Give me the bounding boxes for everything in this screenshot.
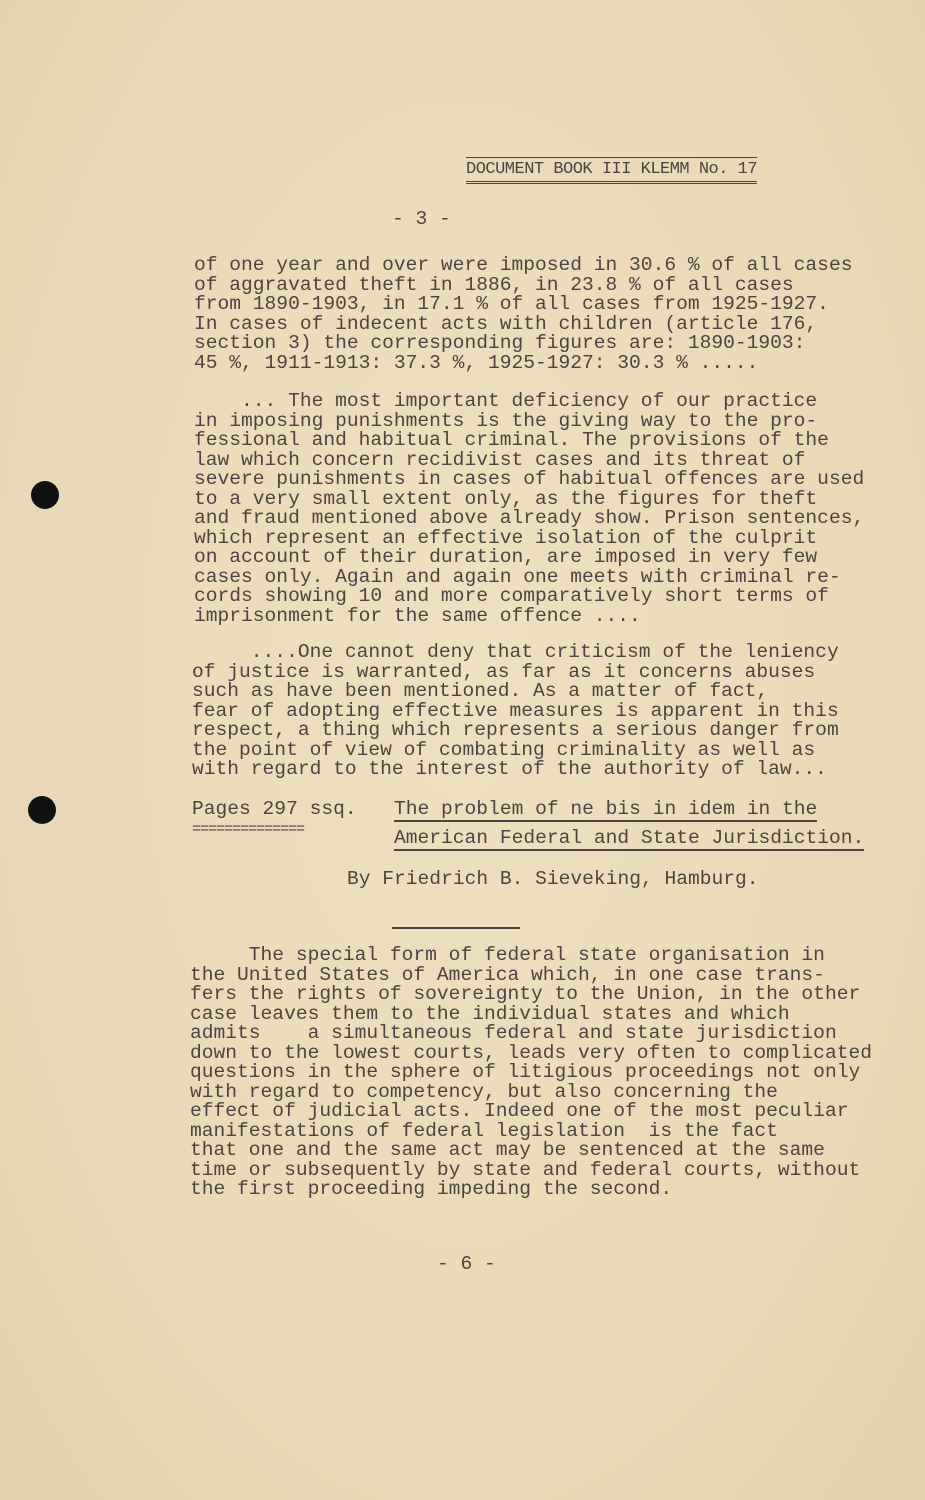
text-line: in imposing punishments is the giving way to the pro- [194,409,818,432]
text-line: such as have been mentioned. As a matter of fact, [192,680,769,702]
text-line: with regard to the interest of the authority of law... [192,758,827,780]
paragraph-4 [190,946,872,1200]
text-line: section 3) the corresponding figures are: 1890-1903: [194,332,806,354]
article-title-line-1: The problem of ne bis in idem in the [394,798,818,820]
page-number-top: - 3 - [392,208,451,230]
source-pages: Pages 297 ssq. [192,798,357,820]
text-line: questions in the sphere of litigious proceedings not only [190,1061,861,1083]
text-line: 45 %, 1911-1913: 37.3 %, 1925-1927: 30.3 % ..... [194,351,759,374]
paragraph-2 [194,392,864,626]
text-line: from 1890-1903, in 17.1 % of all cases from 1925-1927. [194,293,829,315]
text-line: time or subsequently by state and federal courts, without [190,1158,861,1181]
divider-rule [392,927,520,929]
text-line: manifestations of federal legislation is the fact [190,1119,778,1142]
text-line: down to the lowest courts, leads very often to complicated [190,1041,872,1064]
text-line: cases only. Again and again one meets with criminal re- [194,565,841,588]
text-line: the first proceeding impeding the second. [190,1178,673,1200]
text-line: which represent an effective isolation of the culprit [194,526,818,549]
text-line: imprisonment for the same offence .... [194,604,641,627]
punch-hole [31,481,59,509]
page-number-bottom: - 6 - [437,1253,496,1275]
text-line: that one and the same act may be sentenced at the same [190,1139,825,1161]
text-line: cords showing 10 and more comparatively short terms of [194,585,829,607]
text-line: In cases of indecent acts with children (article 176, [194,312,818,335]
text-line: of one year and over were imposed in 30.6 % of all cases [194,254,853,276]
text-line: on account of their duration, are imposed in very few [194,546,818,568]
text-line: admits a simultaneous federal and state jurisdiction [190,1022,837,1044]
text-line: case leaves them to the individual states and which [190,1002,790,1025]
text-line: effect of judicial acts. Indeed one of the most peculiar [190,1100,849,1122]
article-author: By Friedrich B. Sieveking, Hamburg. [347,868,759,890]
text-line: of justice is warranted, as far as it concerns abuses [192,660,816,683]
text-line: and fraud mentioned above already show. Prison sentences, [194,507,865,529]
text-line: law which concern recidivist cases and its threat of [194,448,806,471]
paragraph-3 [192,643,839,780]
text-line: The special form of federal state organisation in [190,944,825,966]
text-line: respect, a thing which represents a serious danger from [192,719,839,741]
article-title-line-2: American Federal and State Jurisdiction. [394,827,865,849]
text-line: to a very small extent only, as the figures for theft [194,487,818,510]
text-line: severe punishments in cases of habitual offences are used [194,468,865,490]
paragraph-1 [194,256,852,373]
punch-hole [28,796,56,824]
text-line: of aggravated theft in 1886, in 23.8 % of all cases [194,273,794,296]
document-header: DOCUMENT BOOK III KLEMM No. 17 [466,160,757,184]
text-line: fear of adopting effective measures is apparent in this [192,699,839,722]
text-line: with regard to competency, but also concerning the [190,1080,778,1103]
text-line: ... The most important deficiency of our practice [194,390,818,412]
text-line: the point of view of combating criminality as well as [192,738,816,761]
text-line: the United States of America which, in one case trans- [190,963,825,986]
text-line: fessional and habitual criminal. The provisions of the [194,429,829,451]
source-pages-underline: ============== [192,821,305,838]
text-line: ....One cannot deny that criticism of the leniency [192,641,839,663]
text-line: fers the rights of sovereignty to the Union, in the other [190,983,861,1005]
